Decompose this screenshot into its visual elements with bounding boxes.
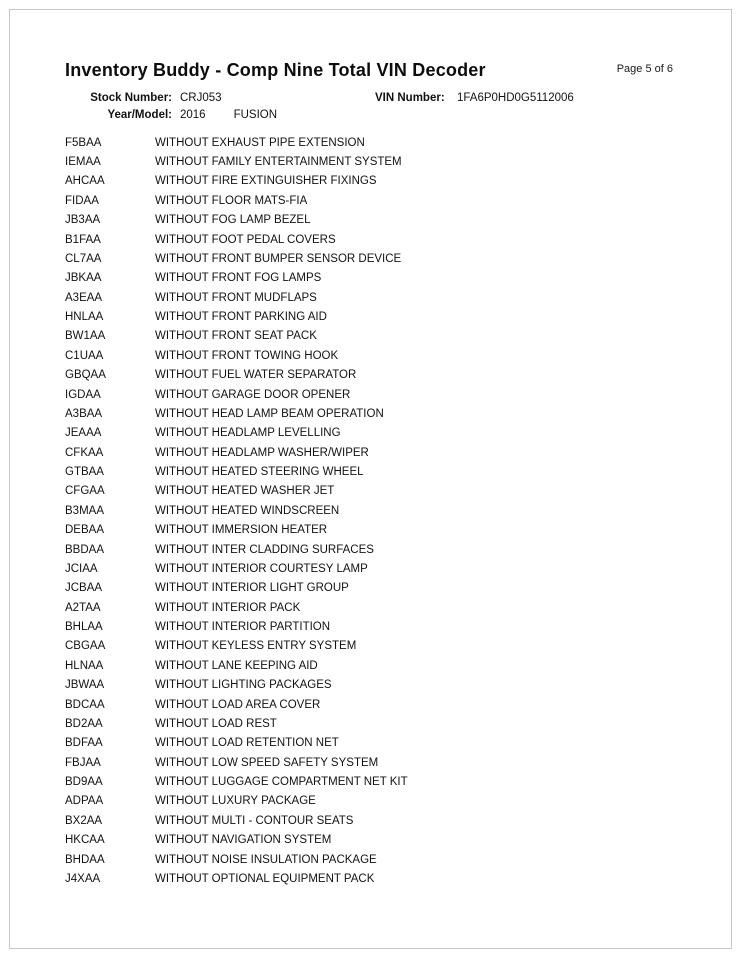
option-code: GBQAA: [65, 369, 106, 382]
option-description: WITHOUT FRONT FOG LAMPS: [155, 272, 322, 285]
option-description: WITHOUT EXHAUST PIPE EXTENSION: [155, 136, 365, 149]
option-code: BHLAA: [65, 621, 103, 634]
list-item: [0, 637, 742, 656]
stock-number-label: Stock Number:: [90, 92, 172, 104]
year-value: 2016: [180, 109, 206, 121]
list-item: [0, 366, 742, 385]
list-item: [0, 850, 742, 869]
option-code: F5BAA: [65, 136, 102, 149]
stock-vin-row: [0, 92, 742, 109]
option-description: WITHOUT FRONT TOWING HOOK: [155, 349, 339, 362]
option-code: B1FAA: [65, 233, 101, 246]
list-item: [0, 385, 742, 404]
option-description: WITHOUT INTERIOR PARTITION: [155, 621, 331, 634]
list-item: [0, 501, 742, 520]
list-item: [0, 172, 742, 191]
option-code: CBGAA: [65, 640, 106, 653]
option-description: WITHOUT HEATED WINDSCREEN: [155, 504, 340, 517]
list-item: [0, 772, 742, 791]
option-description: WITHOUT FIRE EXTINGUISHER FIXINGS: [155, 175, 377, 188]
option-code: JCIAA: [65, 562, 98, 575]
option-description: WITHOUT FRONT MUDFLAPS: [155, 291, 317, 304]
page-number: Page 5 of 6: [616, 63, 673, 75]
list-item: [0, 714, 742, 733]
option-description: WITHOUT INTERIOR PACK: [155, 601, 301, 614]
option-code: C1UAA: [65, 349, 104, 362]
option-code: CL7AA: [65, 252, 102, 265]
option-description: WITHOUT HEAD LAMP BEAM OPERATION: [155, 407, 384, 420]
option-description: WITHOUT FUEL WATER SEPARATOR: [155, 369, 357, 382]
option-code: BDCAA: [65, 698, 105, 711]
list-item: [0, 811, 742, 830]
option-description: WITHOUT IMMERSION HEATER: [155, 524, 328, 537]
list-item: [0, 521, 742, 540]
option-code: FIDAA: [65, 194, 99, 207]
option-code: BD2AA: [65, 717, 103, 730]
option-code: IEMAA: [65, 156, 101, 169]
option-code: JCBAA: [65, 582, 103, 595]
list-item: [0, 307, 742, 326]
list-item: [0, 327, 742, 346]
option-code: IGDAA: [65, 388, 101, 401]
option-description: WITHOUT HEATED STEERING WHEEL: [155, 466, 364, 479]
list-item: [0, 559, 742, 578]
option-code: AHCAA: [65, 175, 105, 188]
option-code: CFKAA: [65, 446, 104, 459]
option-code: BBDAA: [65, 543, 104, 556]
option-description: WITHOUT FAMILY ENTERTAINMENT SYSTEM: [155, 156, 402, 169]
list-item: [0, 133, 742, 152]
option-description: WITHOUT HEATED WASHER JET: [155, 485, 335, 498]
list-item: [0, 462, 742, 481]
option-description: WITHOUT KEYLESS ENTRY SYSTEM: [155, 640, 357, 653]
option-description: WITHOUT LUGGAGE COMPARTMENT NET KIT: [155, 776, 408, 789]
option-code: A3EAA: [65, 291, 103, 304]
option-code: FBJAA: [65, 756, 101, 769]
option-description: WITHOUT INTERIOR COURTESY LAMP: [155, 562, 368, 575]
list-item: [0, 869, 742, 888]
option-description: WITHOUT HEADLAMP LEVELLING: [155, 427, 341, 440]
list-item: [0, 617, 742, 636]
year-model-label: Year/Model:: [107, 109, 172, 121]
option-description: WITHOUT LOAD REST: [155, 717, 277, 730]
option-code: JBKAA: [65, 272, 102, 285]
option-code: HNLAA: [65, 311, 104, 324]
option-description: WITHOUT OPTIONAL EQUIPMENT PACK: [155, 872, 375, 885]
option-description: WITHOUT FRONT SEAT PACK: [155, 330, 317, 343]
list-item: [0, 230, 742, 249]
option-description: WITHOUT FLOOR MATS-FIA: [155, 194, 308, 207]
option-description: WITHOUT INTER CLADDING SURFACES: [155, 543, 374, 556]
list-item: [0, 191, 742, 210]
option-code: BD9AA: [65, 776, 103, 789]
vin-number-label: VIN Number:: [375, 92, 445, 104]
list-item: [0, 288, 742, 307]
option-code: DEBAA: [65, 524, 104, 537]
list-item: [0, 443, 742, 462]
option-code: CFGAA: [65, 485, 105, 498]
page-title: Inventory Buddy - Comp Nine Total VIN Decoder: [65, 60, 486, 80]
option-description: WITHOUT FRONT BUMPER SENSOR DEVICE: [155, 252, 402, 265]
list-item: [0, 598, 742, 617]
option-description: WITHOUT GARAGE DOOR OPENER: [155, 388, 351, 401]
option-description: WITHOUT MULTI - CONTOUR SEATS: [155, 814, 354, 827]
option-description: WITHOUT LOAD AREA COVER: [155, 698, 321, 711]
vin-options-list: [0, 133, 742, 889]
vin-number-value: 1FA6P0HD0G5112006: [457, 92, 574, 104]
list-item: [0, 753, 742, 772]
option-description: WITHOUT LOAD RETENTION NET: [155, 737, 339, 750]
option-description: WITHOUT FRONT PARKING AID: [155, 311, 327, 324]
option-code: JBWAA: [65, 679, 105, 692]
list-item: [0, 579, 742, 598]
option-code: GTBAA: [65, 466, 104, 479]
list-item: [0, 540, 742, 559]
list-item: [0, 792, 742, 811]
list-item: [0, 249, 742, 268]
list-item: [0, 831, 742, 850]
option-description: WITHOUT LOW SPEED SAFETY SYSTEM: [155, 756, 379, 769]
option-description: WITHOUT LIGHTING PACKAGES: [155, 679, 332, 692]
option-code: A2TAA: [65, 601, 101, 614]
list-item: [0, 676, 742, 695]
list-item: [0, 656, 742, 675]
option-code: HKCAA: [65, 834, 105, 847]
list-item: [0, 346, 742, 365]
list-item: [0, 269, 742, 288]
model-value: FUSION: [233, 109, 278, 121]
option-description: WITHOUT NOISE INSULATION PACKAGE: [155, 853, 377, 866]
option-code: BDFAA: [65, 737, 103, 750]
option-code: BX2AA: [65, 814, 103, 827]
option-description: WITHOUT HEADLAMP WASHER/WIPER: [155, 446, 369, 459]
option-code: JB3AA: [65, 214, 101, 227]
option-description: WITHOUT LUXURY PACKAGE: [155, 795, 316, 808]
option-code: HLNAA: [65, 659, 104, 672]
option-code: BW1AA: [65, 330, 106, 343]
list-item: [0, 482, 742, 501]
option-code: J4XAA: [65, 872, 101, 885]
list-item: [0, 152, 742, 171]
list-item: [0, 734, 742, 753]
list-item: [0, 404, 742, 423]
option-description: WITHOUT FOOT PEDAL COVERS: [155, 233, 336, 246]
stock-number-value: CRJ053: [180, 92, 222, 104]
list-item: [0, 211, 742, 230]
year-model-row: [0, 109, 742, 126]
option-code: JEAAA: [65, 427, 102, 440]
list-item: [0, 695, 742, 714]
option-description: WITHOUT FOG LAMP BEZEL: [155, 214, 311, 227]
option-code: B3MAA: [65, 504, 104, 517]
option-description: WITHOUT INTERIOR LIGHT GROUP: [155, 582, 349, 595]
document-header: [65, 60, 673, 81]
option-description: WITHOUT LANE KEEPING AID: [155, 659, 318, 672]
option-code: ADPAA: [65, 795, 104, 808]
option-description: WITHOUT NAVIGATION SYSTEM: [155, 834, 332, 847]
option-code: BHDAA: [65, 853, 105, 866]
option-code: A3BAA: [65, 407, 103, 420]
list-item: [0, 424, 742, 443]
vehicle-meta: [0, 92, 742, 126]
